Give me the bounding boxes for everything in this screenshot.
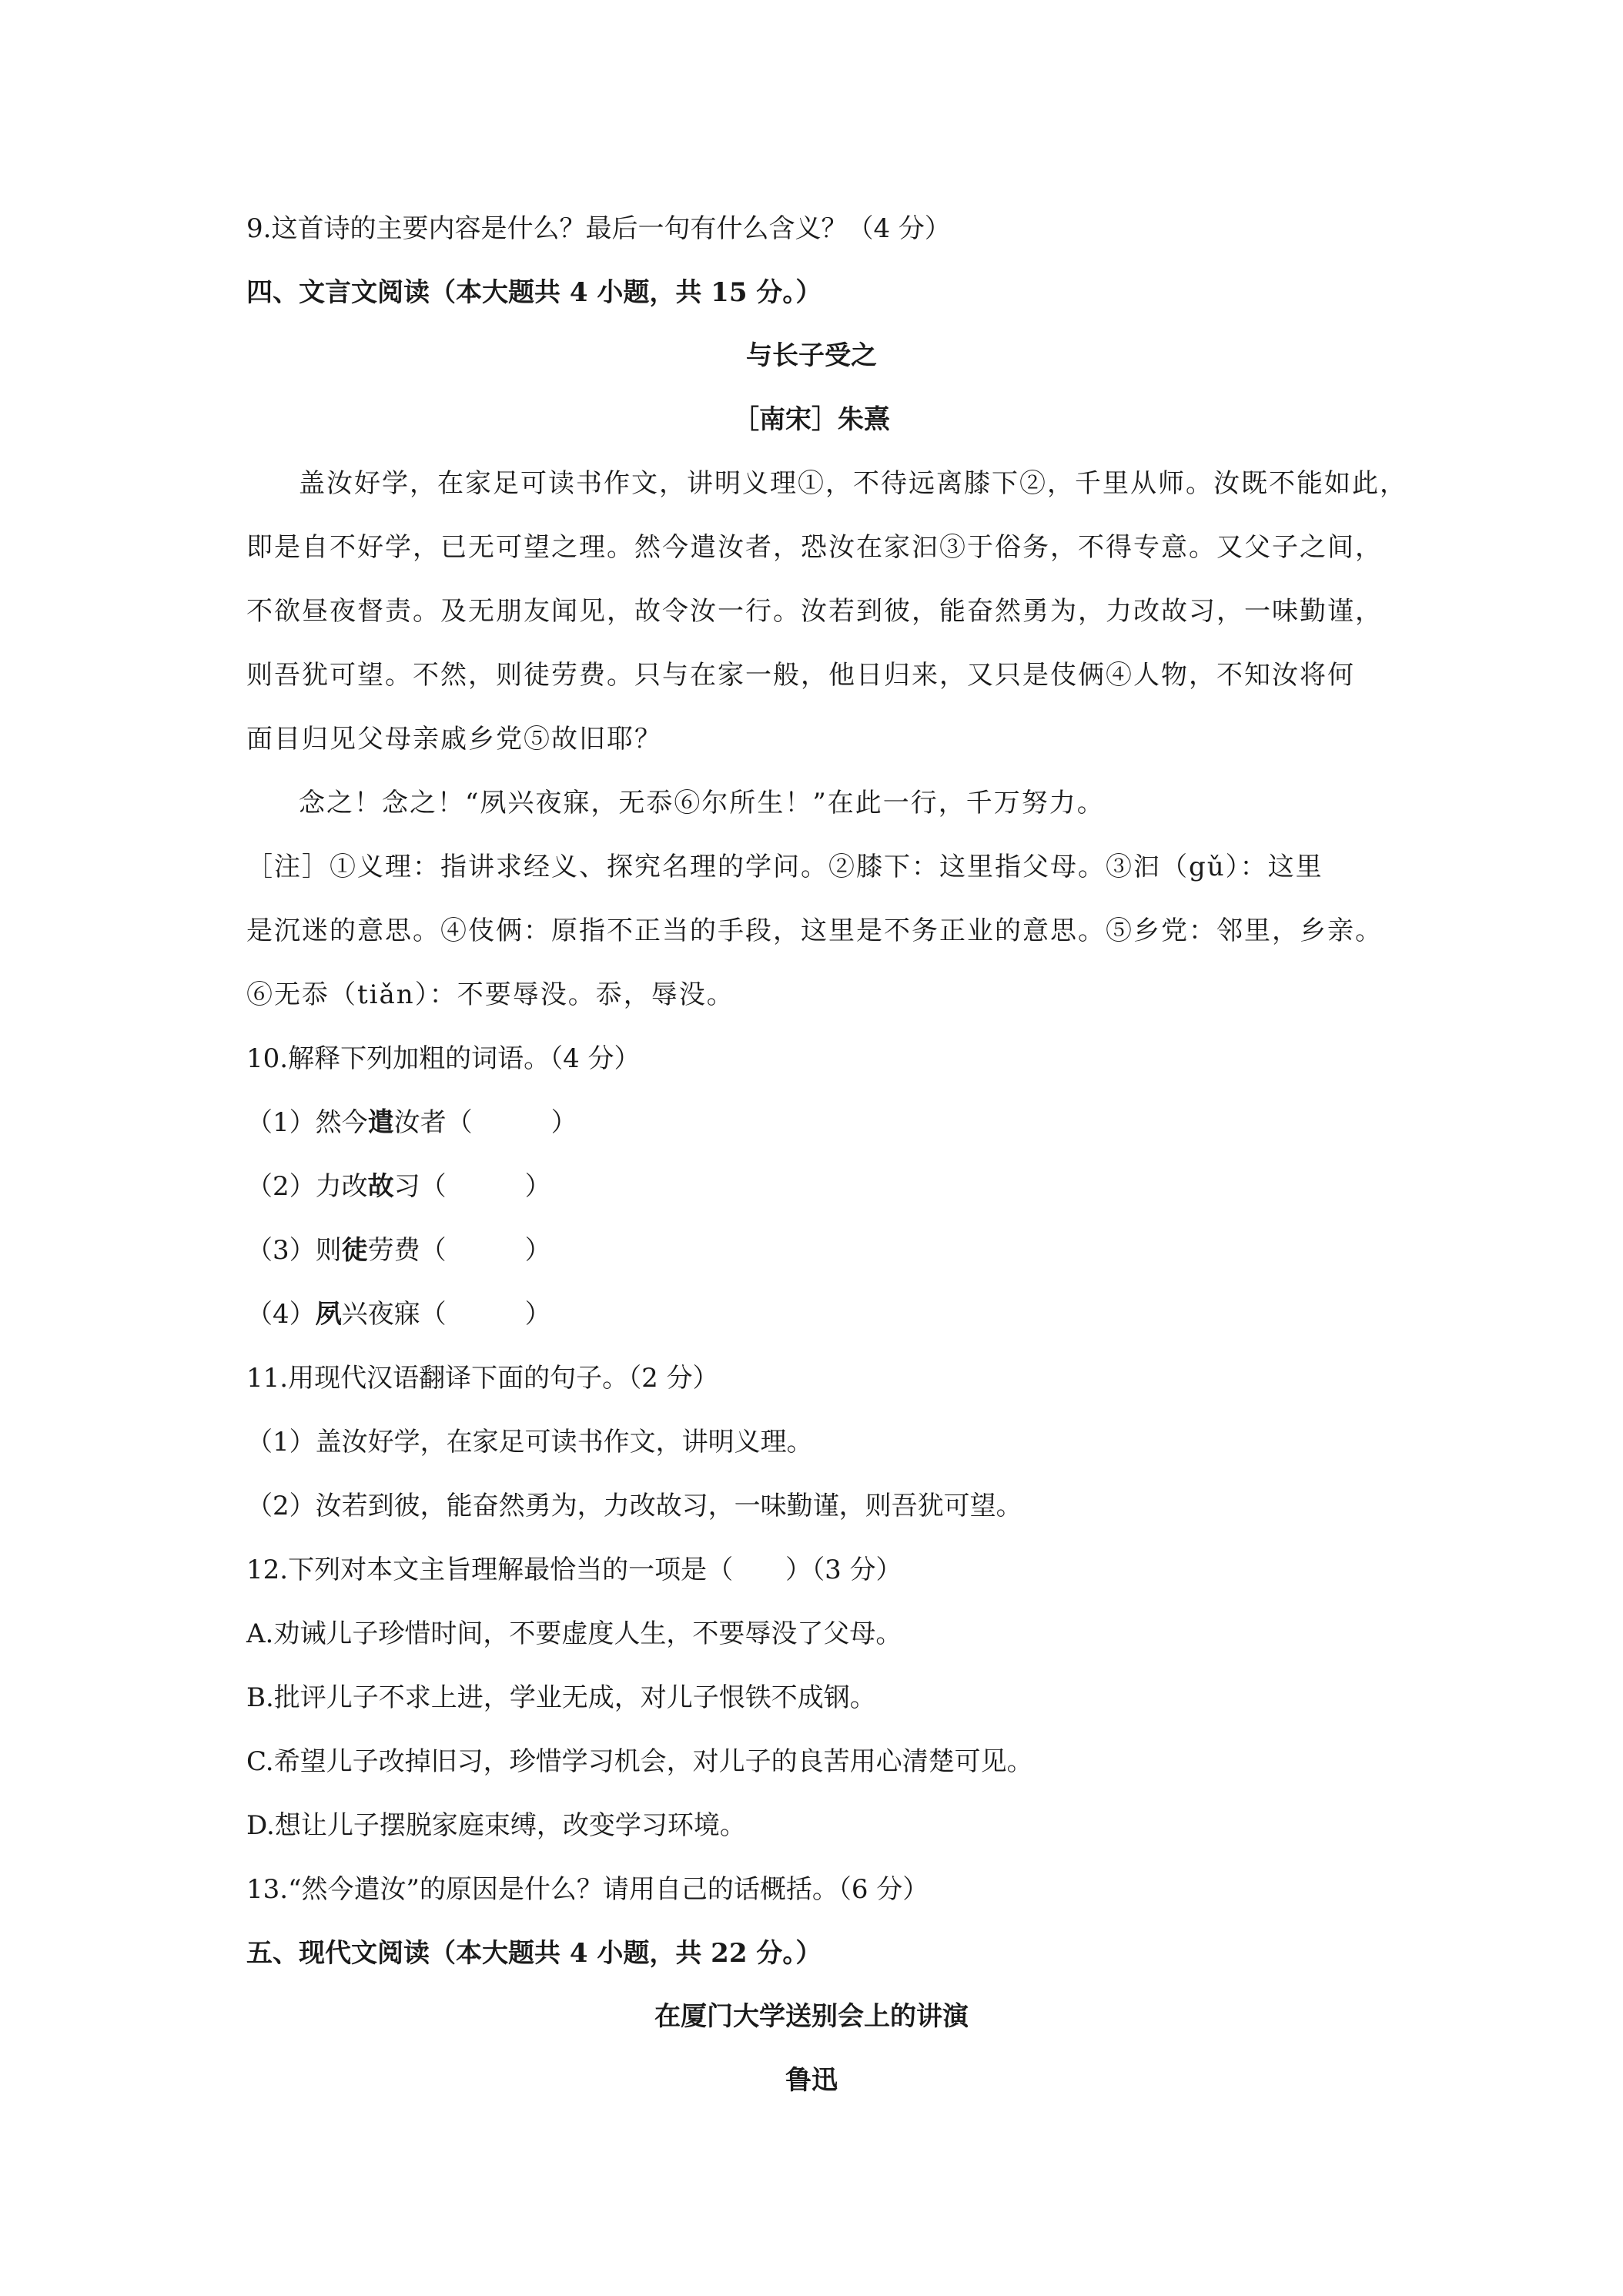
section-5-heading: 五、现代文阅读（本大题共 4 小题，共 22 分。） (246, 1938, 822, 1969)
q10-bold-word: 遣 (367, 1107, 394, 1138)
q10-item-pre: （3）则 (246, 1235, 342, 1266)
q12-option-c: C.希望儿子改掉旧习，珍惜学习机会，对儿子的良苦用心清楚可见。 (246, 1746, 1033, 1777)
q10-item-3 (246, 1233, 551, 1267)
question-9: 9.这首诗的主要内容是什么？最后一句有什么含义？（4 分） (246, 213, 951, 244)
q10-item-post: 劳费（ ） (367, 1235, 551, 1266)
q11-item-1: （1）盖汝好学，在家足可读书作文，讲明义理。 (246, 1427, 813, 1458)
q10-item-pre: （4） (246, 1299, 316, 1330)
passage2-title: 在厦门大学送别会上的讲演 (654, 2001, 969, 2032)
note-line: 是沉迷的意思。④伎俩：原指不正当的手段，这里是不务正业的意思。⑤乡党：邻里，乡亲。 (246, 915, 1383, 946)
q10-item-post: 习（ ） (393, 1171, 551, 1202)
q10-item-1 (246, 1106, 577, 1140)
section-4-heading: 四、文言文阅读（本大题共 4 小题，共 15 分。） (246, 277, 822, 308)
question-10-stem: 10.解释下列加粗的词语。（4 分） (246, 1043, 641, 1074)
q10-item-4 (246, 1297, 551, 1331)
q10-item-post: 兴夜寐（ ） (341, 1299, 551, 1330)
q12-option-b: B.批评儿子不求上进，学业无成，对儿子恨铁不成钢。 (246, 1682, 876, 1713)
passage-line: 不欲昼夜督责。及无朋友闻见，故令汝一行。汝若到彼，能奋然勇为，力改故习，一味勤谨， (246, 596, 1383, 627)
q10-item-pre: （2）力改 (246, 1171, 368, 1202)
q10-item-post: 汝者（ ） (393, 1107, 577, 1138)
passage-line: 即是自不好学，已无可望之理。然今遣汝者，恐汝在家汩③于俗务，不得专意。又父子之间， (246, 532, 1383, 563)
passage-author: ［南宋］朱熹 (733, 404, 890, 435)
question-13: 13.“然今遣汝”的原因是什么？请用自己的话概括。（6 分） (246, 1874, 929, 1905)
question-11-stem: 11.用现代汉语翻译下面的句子。（2 分） (246, 1363, 719, 1394)
passage2-author: 鲁迅 (785, 2065, 838, 2096)
q10-item-pre: （1）然今 (246, 1107, 368, 1138)
note-line: ［注］①义理：指讲求经义、探究名理的学问。②膝下：这里指父母。③汩（gǔ）：这里 (246, 852, 1323, 882)
q10-bold-word: 徒 (341, 1235, 368, 1266)
q12-option-a: A.劝诫儿子珍惜时间，不要虚度人生，不要辱没了父母。 (246, 1618, 902, 1649)
passage-line: 面目归见父母亲戚乡党⑤故旧耶？ (246, 724, 662, 755)
q10-bold-word: 夙 (315, 1299, 342, 1330)
q10-item-2 (246, 1170, 551, 1203)
passage-line: 则吾犹可望。不然，则徒劳费。只与在家一般，他日归来，又只是伎俩④人物，不知汝将何 (246, 660, 1355, 691)
question-12-stem: 12.下列对本文主旨理解最恰当的一项是（ ）（3 分） (246, 1555, 902, 1585)
note-line: ⑥无忝（tiǎn）：不要辱没。忝，辱没。 (246, 979, 735, 1010)
passage-title: 与长子受之 (746, 340, 877, 371)
passage-line: 念之！念之！“夙兴夜寐，无忝⑥尔所生！”在此一行，千万努力。 (299, 788, 1105, 818)
q12-option-d: D.想让儿子摆脱家庭束缚，改变学习环境。 (246, 1810, 746, 1841)
q10-bold-word: 故 (367, 1171, 394, 1202)
passage-line: 盖汝好学，在家足可读书作文，讲明义理①，不待远离膝下②，千里从师。汝既不能如此， (299, 468, 1407, 499)
q11-item-2: （2）汝若到彼，能奋然勇为，力改故习，一味勤谨，则吾犹可望。 (246, 1491, 1022, 1521)
